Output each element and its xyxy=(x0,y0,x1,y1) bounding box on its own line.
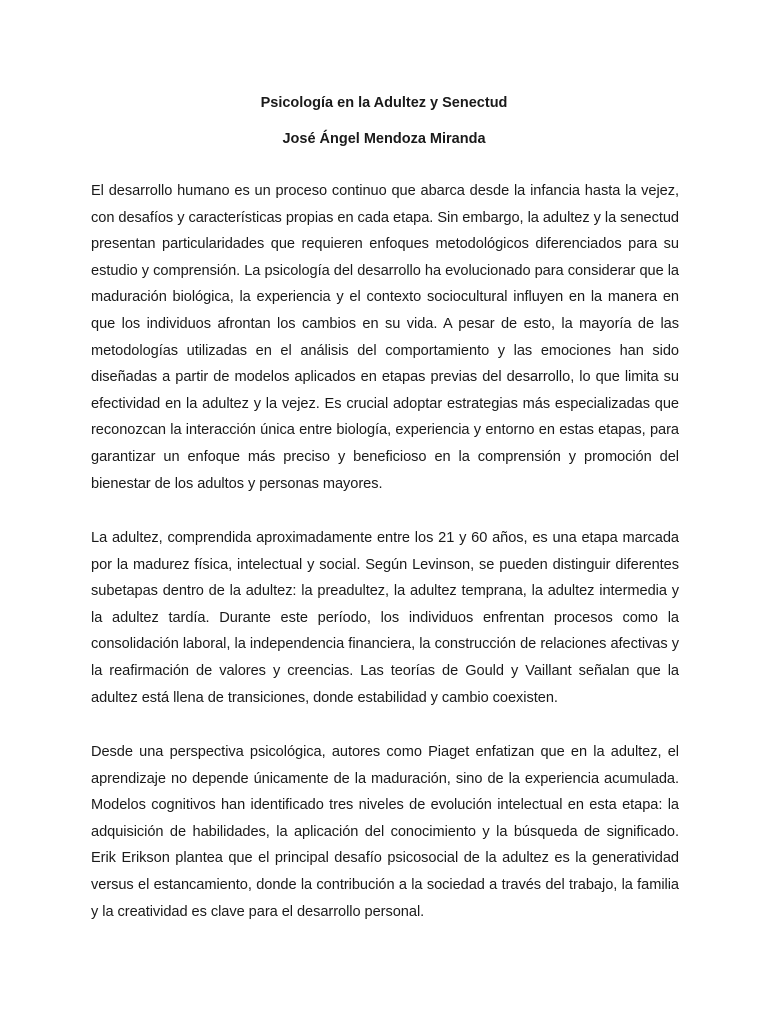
paragraph-introduction: El desarrollo humano es un proceso continuo que abarca desde la infancia hasta la vejez, con desafíos y características propias en cada etapa. Sin embargo, la adultez y la senectud presentan particularidades que requieren enfoques metodológicos diferenciados para su estudio y comprensión. La psicología del desarrollo ha evolucionado para considerar que la maduración biológica, la experiencia y el contexto sociocultural influyen en la manera en que los individuos afrontan los cambios en su vida. A pesar de esto, la mayoría de las metodologías utilizadas en el análisis del comportamiento y las emociones han sido diseñadas a partir de modelos aplicados en etapas previas del desarrollo, lo que limita su efectividad en la adultez y la vejez. Es crucial adoptar estrategias más especializadas que reconozcan la interacción única entre biología, experiencia y entorno en estas etapas, para garantizar un enfoque más preciso y beneficioso en la comprensión y promoción del bienestar de los adultos y personas mayores. xyxy=(91,183,679,492)
document-title: Psicología en la Adultez y Senectud xyxy=(260,95,508,111)
paragraph-adultez: La adultez, comprendida aproximadamente entre los 21 y 60 años, es una etapa marcada por la madurez física, intelectual y social. Según Levinson, se pueden distinguir diferentes subetapas dentro de la adultez: la preadultez, la adultez temprana, la adultez intermedia y la adultez tardía. Durante este período, los individuos enfrentan procesos como la consolidación laboral, la independencia financiera, la construcción de relaciones afectivas y la reafirmación de valores y creencias. Las teorías de Gould y Vaillant señalan que la adultez está llena de transiciones, donde estabilidad y cambio coexisten. xyxy=(91,530,679,706)
document-author: José Ángel Mendoza Miranda xyxy=(282,131,486,147)
paragraph-perspectiva-psicologica: Desde una perspectiva psicológica, autores como Piaget enfatizan que en la adultez, el aprendizaje no depende únicamente de la maduración, sino de la experiencia acumulada. Modelos cognitivos han identificado tres niveles de evolución intelectual en esta etapa: la adquisición de habilidades, la aplicación del conocimiento y la búsqueda de significado. Erik Erikson plantea que el principal desafío psicosocial de la adultez es la generatividad versus el estancamiento, donde la contribución a la sociedad a través del trabajo, la familia y la creatividad es clave para el desarrollo personal. xyxy=(91,744,679,920)
